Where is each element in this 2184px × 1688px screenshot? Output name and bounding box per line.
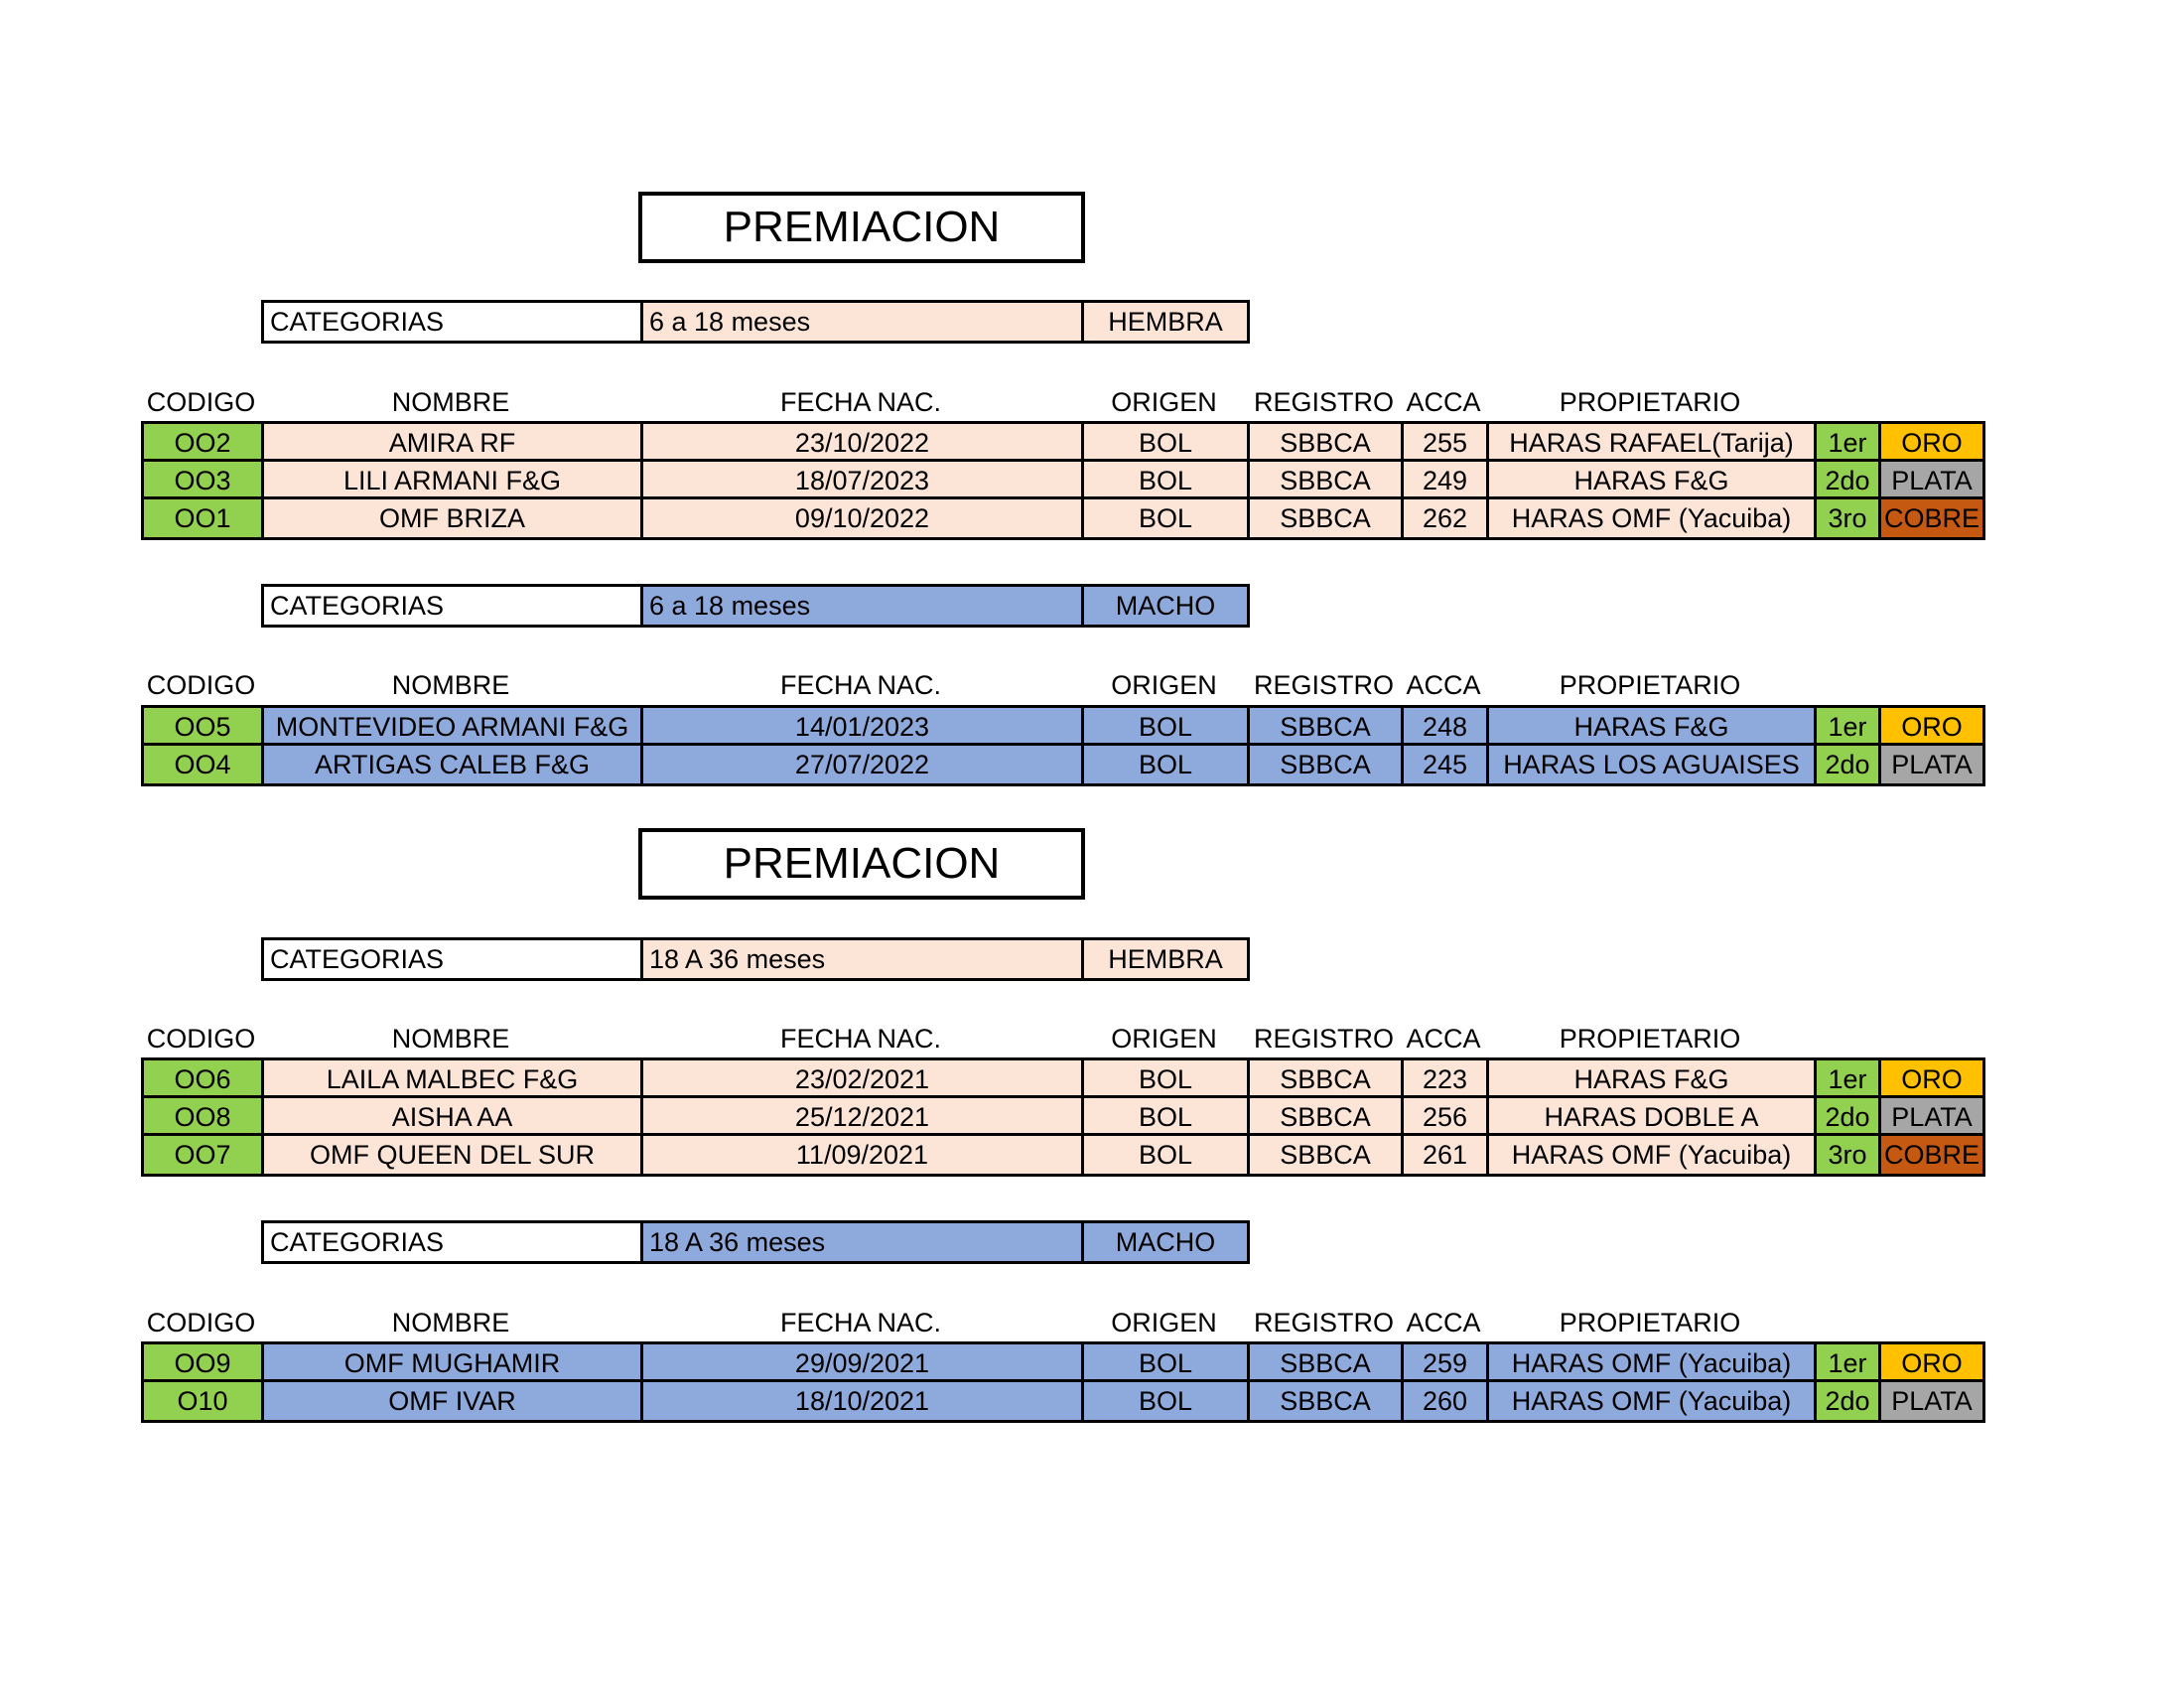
table-row xyxy=(141,496,1985,537)
cell-fecha: 23/02/2021 xyxy=(640,1057,1084,1101)
cell-acca: 249 xyxy=(1401,459,1489,502)
cell-origen: BOL xyxy=(1081,1057,1250,1101)
cell-propietario: HARAS F&G xyxy=(1486,459,1817,502)
header-acca: ACCA xyxy=(1406,1024,1481,1054)
cell-origen: BOL xyxy=(1081,1341,1250,1385)
cell-medalla: PLATA xyxy=(1878,1379,1985,1423)
cell-propietario: HARAS OMF (Yacuiba) xyxy=(1486,496,1817,540)
cell-registro: SBBCA xyxy=(1247,421,1404,465)
cell-nombre: AISHA AA xyxy=(261,1095,643,1139)
header-propietario: PROPIETARIO xyxy=(1559,670,1741,700)
cell-fecha: 11/09/2021 xyxy=(640,1133,1084,1177)
table-row xyxy=(141,1057,1985,1098)
column-headers xyxy=(141,1308,1814,1343)
header-fecha: FECHA NAC. xyxy=(779,670,942,700)
cell-registro: SBBCA xyxy=(1247,1095,1404,1139)
category-label: CATEGORIAS xyxy=(261,584,643,628)
header-origen: ORIGEN xyxy=(1111,670,1217,700)
header-nombre: NOMBRE xyxy=(391,670,510,700)
cell-puesto: 1er xyxy=(1814,1341,1881,1385)
cell-fecha: 29/09/2021 xyxy=(640,1341,1084,1385)
cell-medalla: PLATA xyxy=(1878,1095,1985,1139)
cell-medalla: PLATA xyxy=(1878,459,1985,502)
cell-nombre: OMF QUEEN DEL SUR xyxy=(261,1133,643,1177)
cell-fecha: 25/12/2021 xyxy=(640,1095,1084,1139)
cell-codigo: OO5 xyxy=(141,705,264,749)
cell-puesto: 2do xyxy=(1814,1379,1881,1423)
category-sex: HEMBRA xyxy=(1081,300,1250,344)
cell-origen: BOL xyxy=(1081,421,1250,465)
cell-medalla: ORO xyxy=(1878,1341,1985,1385)
header-acca: ACCA xyxy=(1406,387,1481,417)
header-codigo: CODIGO xyxy=(146,1024,256,1054)
cell-medalla: ORO xyxy=(1878,421,1985,465)
category-row xyxy=(261,300,1250,344)
cell-acca: 262 xyxy=(1401,496,1489,540)
table-row xyxy=(141,421,1985,462)
header-codigo: CODIGO xyxy=(146,387,256,417)
header-registro: REGISTRO xyxy=(1253,1024,1394,1054)
cell-acca: 223 xyxy=(1401,1057,1489,1101)
cell-codigo: OO4 xyxy=(141,743,264,786)
cell-propietario: HARAS OMF (Yacuiba) xyxy=(1486,1379,1817,1423)
cell-registro: SBBCA xyxy=(1247,459,1404,502)
cell-nombre: MONTEVIDEO ARMANI F&G xyxy=(261,705,643,749)
cell-puesto: 3ro xyxy=(1814,496,1881,540)
category-range: 6 a 18 meses xyxy=(640,300,1084,344)
cell-puesto: 1er xyxy=(1814,705,1881,749)
column-headers xyxy=(141,670,1814,706)
category-row xyxy=(261,584,1250,628)
cell-codigo: OO9 xyxy=(141,1341,264,1385)
header-acca: ACCA xyxy=(1406,1308,1481,1337)
results-table xyxy=(141,1057,1985,1174)
cell-codigo: O10 xyxy=(141,1379,264,1423)
cell-fecha: 23/10/2022 xyxy=(640,421,1084,465)
cell-acca: 259 xyxy=(1401,1341,1489,1385)
premiacion-title: PREMIACION xyxy=(638,828,1085,900)
category-row xyxy=(261,1220,1250,1264)
cell-acca: 248 xyxy=(1401,705,1489,749)
header-registro: REGISTRO xyxy=(1253,387,1394,417)
cell-codigo: OO2 xyxy=(141,421,264,465)
header-nombre: NOMBRE xyxy=(391,1308,510,1337)
cell-nombre: ARTIGAS CALEB F&G xyxy=(261,743,643,786)
cell-codigo: OO3 xyxy=(141,459,264,502)
header-acca: ACCA xyxy=(1406,670,1481,700)
header-propietario: PROPIETARIO xyxy=(1559,387,1741,417)
cell-registro: SBBCA xyxy=(1247,496,1404,540)
header-propietario: PROPIETARIO xyxy=(1559,1308,1741,1337)
cell-propietario: HARAS RAFAEL(Tarija) xyxy=(1486,421,1817,465)
cell-fecha: 14/01/2023 xyxy=(640,705,1084,749)
cell-medalla: ORO xyxy=(1878,1057,1985,1101)
cell-acca: 260 xyxy=(1401,1379,1489,1423)
category-sex: HEMBRA xyxy=(1081,937,1250,981)
header-origen: ORIGEN xyxy=(1111,1024,1217,1054)
cell-registro: SBBCA xyxy=(1247,743,1404,786)
cell-puesto: 1er xyxy=(1814,421,1881,465)
cell-registro: SBBCA xyxy=(1247,1341,1404,1385)
cell-nombre: OMF IVAR xyxy=(261,1379,643,1423)
cell-nombre: AMIRA RF xyxy=(261,421,643,465)
cell-registro: SBBCA xyxy=(1247,1057,1404,1101)
cell-propietario: HARAS LOS AGUAISES xyxy=(1486,743,1817,786)
cell-puesto: 1er xyxy=(1814,1057,1881,1101)
cell-codigo: OO6 xyxy=(141,1057,264,1101)
cell-fecha: 09/10/2022 xyxy=(640,496,1084,540)
category-sex: MACHO xyxy=(1081,1220,1250,1264)
cell-nombre: LAILA MALBEC F&G xyxy=(261,1057,643,1101)
cell-fecha: 27/07/2022 xyxy=(640,743,1084,786)
cell-puesto: 3ro xyxy=(1814,1133,1881,1177)
header-fecha: FECHA NAC. xyxy=(779,1024,942,1054)
cell-acca: 256 xyxy=(1401,1095,1489,1139)
cell-origen: BOL xyxy=(1081,496,1250,540)
category-row xyxy=(261,937,1250,981)
header-fecha: FECHA NAC. xyxy=(779,387,942,417)
cell-acca: 261 xyxy=(1401,1133,1489,1177)
cell-acca: 245 xyxy=(1401,743,1489,786)
cell-origen: BOL xyxy=(1081,1379,1250,1423)
cell-codigo: OO7 xyxy=(141,1133,264,1177)
column-headers xyxy=(141,387,1814,423)
category-range: 18 A 36 meses xyxy=(640,937,1084,981)
table-row xyxy=(141,1379,1985,1420)
table-row xyxy=(141,743,1985,783)
results-table xyxy=(141,1341,1985,1420)
cell-fecha: 18/10/2021 xyxy=(640,1379,1084,1423)
header-registro: REGISTRO xyxy=(1253,670,1394,700)
cell-nombre: OMF BRIZA xyxy=(261,496,643,540)
category-sex: MACHO xyxy=(1081,584,1250,628)
table-row xyxy=(141,1133,1985,1174)
category-range: 18 A 36 meses xyxy=(640,1220,1084,1264)
cell-origen: BOL xyxy=(1081,705,1250,749)
category-range: 6 a 18 meses xyxy=(640,584,1084,628)
category-label: CATEGORIAS xyxy=(261,1220,643,1264)
cell-fecha: 18/07/2023 xyxy=(640,459,1084,502)
cell-codigo: OO1 xyxy=(141,496,264,540)
results-table xyxy=(141,705,1985,783)
cell-nombre: LILI ARMANI F&G xyxy=(261,459,643,502)
cell-acca: 255 xyxy=(1401,421,1489,465)
cell-medalla: ORO xyxy=(1878,705,1985,749)
header-origen: ORIGEN xyxy=(1111,387,1217,417)
header-registro: REGISTRO xyxy=(1253,1308,1394,1337)
cell-propietario: HARAS F&G xyxy=(1486,1057,1817,1101)
cell-origen: BOL xyxy=(1081,459,1250,502)
column-headers xyxy=(141,1024,1814,1059)
header-fecha: FECHA NAC. xyxy=(779,1308,942,1337)
category-label: CATEGORIAS xyxy=(261,937,643,981)
cell-registro: SBBCA xyxy=(1247,1133,1404,1177)
cell-registro: SBBCA xyxy=(1247,1379,1404,1423)
header-codigo: CODIGO xyxy=(146,1308,256,1337)
cell-medalla: COBRE xyxy=(1878,496,1985,540)
header-nombre: NOMBRE xyxy=(391,1024,510,1054)
header-codigo: CODIGO xyxy=(146,670,256,700)
cell-nombre: OMF MUGHAMIR xyxy=(261,1341,643,1385)
cell-propietario: HARAS DOBLE A xyxy=(1486,1095,1817,1139)
cell-codigo: OO8 xyxy=(141,1095,264,1139)
cell-puesto: 2do xyxy=(1814,459,1881,502)
cell-origen: BOL xyxy=(1081,743,1250,786)
table-row xyxy=(141,705,1985,746)
results-table xyxy=(141,421,1985,537)
cell-registro: SBBCA xyxy=(1247,705,1404,749)
table-row xyxy=(141,1095,1985,1136)
header-origen: ORIGEN xyxy=(1111,1308,1217,1337)
cell-origen: BOL xyxy=(1081,1095,1250,1139)
cell-propietario: HARAS OMF (Yacuiba) xyxy=(1486,1341,1817,1385)
category-label: CATEGORIAS xyxy=(261,300,643,344)
cell-puesto: 2do xyxy=(1814,743,1881,786)
cell-propietario: HARAS OMF (Yacuiba) xyxy=(1486,1133,1817,1177)
cell-propietario: HARAS F&G xyxy=(1486,705,1817,749)
header-nombre: NOMBRE xyxy=(391,387,510,417)
cell-medalla: PLATA xyxy=(1878,743,1985,786)
header-propietario: PROPIETARIO xyxy=(1559,1024,1741,1054)
premiacion-title: PREMIACION xyxy=(638,192,1085,263)
cell-puesto: 2do xyxy=(1814,1095,1881,1139)
cell-origen: BOL xyxy=(1081,1133,1250,1177)
table-row xyxy=(141,1341,1985,1382)
table-row xyxy=(141,459,1985,499)
cell-medalla: COBRE xyxy=(1878,1133,1985,1177)
